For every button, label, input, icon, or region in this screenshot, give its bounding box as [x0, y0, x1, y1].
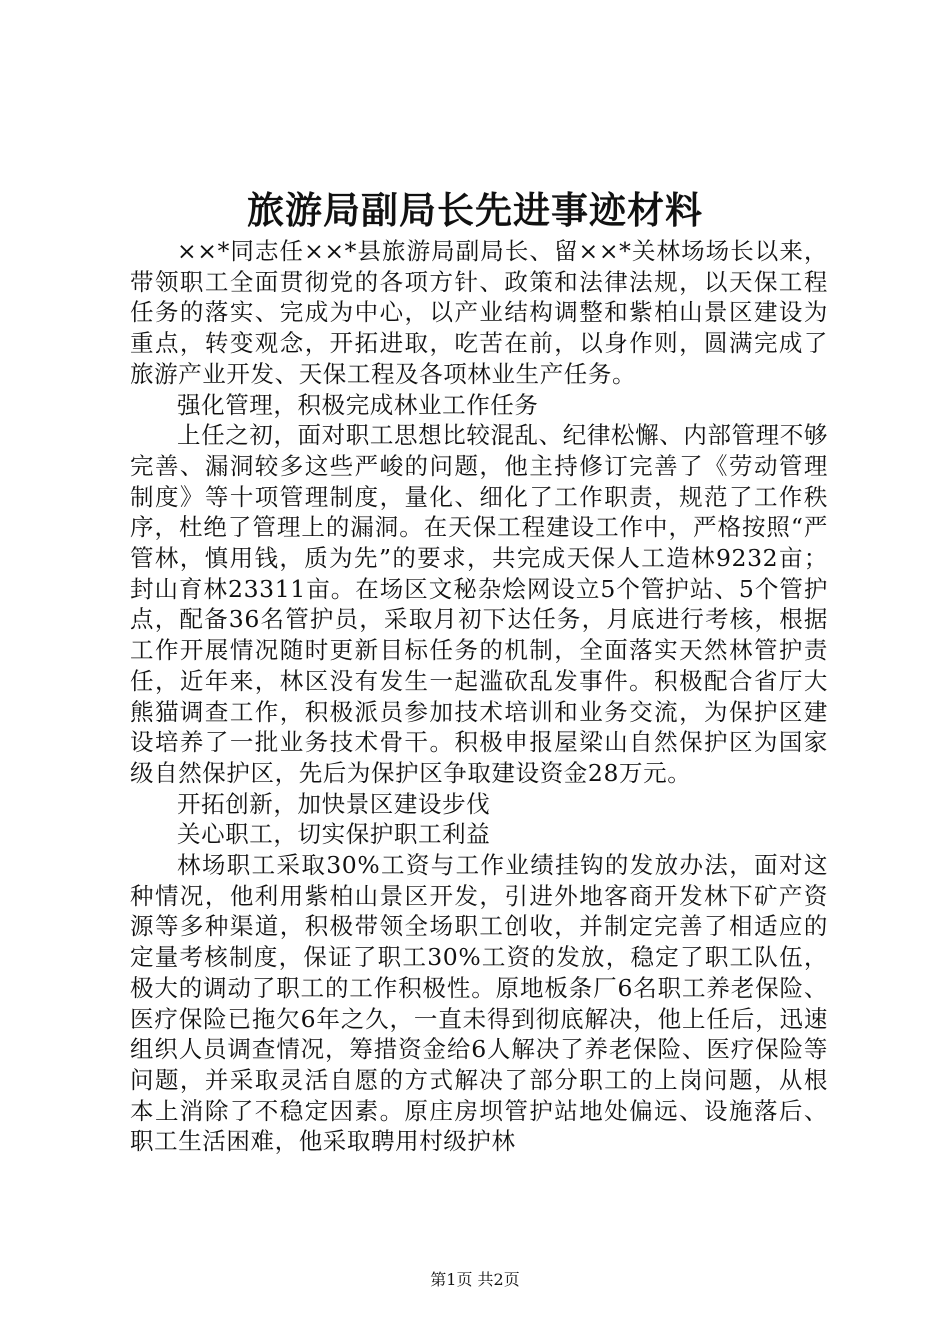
staff-care-paragraph: 林场职工采取30%工资与工作业绩挂钩的发放办法，面对这种情况，他利用紫柏山景区开发，引进外地客商开发林下矿产资源等多种渠道，积极带领全场职工创收，并制定完善了相适应的定量考核制度，保证了职工30%工资的发放，稳定了职工队伍，极大的调动了职工的工作积极性。原地板条厂6名职工养老保险、医疗保险已拖欠6年之久，一直未得到彻底解决，他上任后，迅速组织人员调查情况，筹措资金给6人解决了养老保险、医疗保险等问题，并采取灵活自愿的方式解决了部分职工的上岗问题，从根本上消除了不稳定因素。原庄房坝管护站地处偏远、设施落后、职工生活困难，他采取聘用村级护林 [130, 851, 828, 1156]
document-title: 旅游局副局长先进事迹材料 [247, 188, 703, 232]
section-heading-innovation: 开拓创新，加快景区建设步伐 [177, 789, 491, 818]
section-heading-staff-care: 关心职工，切实保护职工利益 [177, 820, 491, 849]
intro-paragraph: ××*同志任××*县旅游局副局长、留××*关林场场长以来，带领职工全面贯彻党的各项方针、政策和法律法规，以天保工程任务的落实、完成为中心，以产业结构调整和紫柏山景区建设为重点，转变观念，开拓进取，吃苦在前，以身作则，圆满完成了旅游产业开发、天保工程及各项林业生产任务。 [130, 237, 828, 388]
document-body [130, 236, 828, 1157]
page-number-footer: 第1页 共2页 [430, 1270, 520, 1289]
management-paragraph: 上任之初，面对职工思想比较混乱、纪律松懈、内部管理不够完善、漏洞较多这些严峻的问题，他主持修订完善了《劳动管理制度》等十项管理制度，量化、细化了工作职责，规范了工作秩序，杜绝了管理上的漏洞。在天保工程建设工作中，严格按照“严管林，慎用钱，质为先”的要求，共完成天保人工造林9232亩；封山育林23311亩。在场区文秘杂烩网设立5个管护站、5个管护点，配备36名管护员，采取月初下达任务，月底进行考核，根据工作开展情况随时更新目标任务的机制，全面落实天然林管护责任，近年来，林区没有发生一起滥砍乱发事件。积极配合省厅大熊猫调查工作，积极派员参加技术培训和业务交流，为保护区建设培养了一批业务技术骨干。积极申报屋梁山自然保护区为国家级自然保护区，先后为保护区争取建设资金28万元。 [130, 421, 828, 787]
section-heading-management: 强化管理，积极完成林业工作任务 [177, 390, 539, 419]
